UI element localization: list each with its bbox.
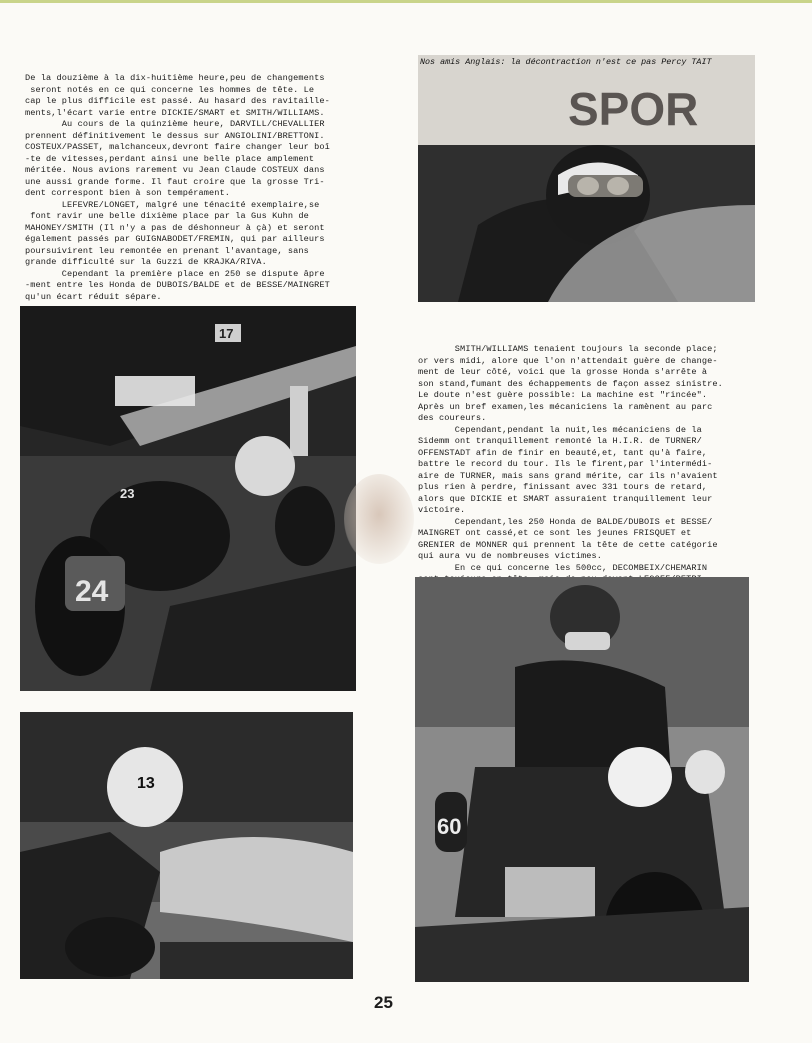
right-text-line: or vers midi, alore que l'on n'attendait guère de change- (418, 355, 718, 366)
left-text-line: LEFEVRE/LONGET, malgré une ténacité exemplaire,se (25, 199, 320, 210)
left-text-line: seront notés en ce qui concerne les hommes de tête. Le (25, 84, 315, 95)
right-text-line: ment de leur côté, voici que la grosse Honda s'arrête à (418, 367, 708, 377)
top-border (0, 0, 812, 3)
page-number: 25 (374, 993, 393, 1012)
right-text-line: Le doute n'est guère possible: La machine est "rincée". (418, 390, 708, 400)
right-text-line: OFFENSTADT afin de finir en beauté,et, tant qu'à faire, (418, 447, 708, 458)
left-text-line: poursuivirent leu remontée en prenant l'avantage, sans (25, 245, 309, 256)
left-text-line: De la douzième à la dix-huitième heure,peu de changements (25, 73, 325, 83)
right-text-line: son stand,fumant des échappements de façon assez sinistre. (418, 378, 723, 389)
left-text-line: MAHONEY/SMITH (Il n'y a pas de déshonneur à çà) et seront (25, 222, 325, 233)
helmet-number: 13 (137, 775, 155, 792)
left-text-line: grande difficulté sur la Guzzi de KRAJKA/RIVA. (25, 257, 267, 267)
bike-number-23: 23 (120, 486, 135, 501)
right-text-line: GRENIER de MONNER qui prennent la tête de cette catégorie (418, 539, 718, 550)
right-text-line: Cependant,pendant la nuit,les mécaniciens de la (418, 424, 702, 435)
plate-number: 60 (437, 814, 462, 839)
left-text-line: Cependant la première place en 250 se dispute âpre (25, 268, 325, 279)
left-text-line: -te de vitesses,perdant ainsi une belle place amplement (25, 153, 315, 164)
left-text-line: dent correspont bien à son tempérament. (25, 188, 231, 198)
bike-number-24: 24 (75, 575, 109, 608)
left-text-line: également passés par GUIGNABODET/FREMIN, qui par ailleurs (25, 234, 325, 244)
left-text-line: -ment entre les Honda de DUBOIS/BALDE et de BESSE/MAINGRET (25, 280, 330, 290)
right-text-line: MAINGRET ont cassé,et ce sont les jeunes FRISQUET et (418, 528, 692, 538)
right-text-line: Cependant,les 250 Honda de BALDE/DUBOIS et BESSE/ (418, 516, 713, 527)
portrait-stamp (344, 474, 414, 564)
photo-pit-stop (20, 306, 356, 691)
left-text-line: qu'un écart réduit sépare. (25, 291, 162, 302)
right-text-line: Sidemm ont tranquillement remonté la H.I.R. de TURNER/ (418, 436, 702, 446)
right-text-line: victoire. (418, 505, 466, 515)
photo-rider-60 (415, 577, 749, 982)
right-text-line: battre le record du tour. Ils le firent,par l'intermédi- (418, 459, 713, 469)
photo-rider-helmet (418, 55, 755, 302)
left-text-line: Au cours de la quinzième heure, DARVILL/CHEVALLIER (25, 119, 325, 129)
left-text-line: une aussi grande forme. Il faut croire que la grosse Tri- (25, 176, 325, 187)
left-text-line: prennent définitivement le dessus sur ANGIOLINI/BRETTONI. (25, 130, 325, 141)
right-text-line: qui aura vu de nombreuses victimes. (418, 551, 602, 561)
right-text-line: plus rien à perdre, finissant avec 331 tours de retard, (418, 482, 708, 492)
right-text-line: En ce qui concerne les 500cc, DECOMBEIX/CHEMARIN (418, 562, 708, 573)
backdrop-lettering: SPOR (568, 83, 699, 135)
left-text-line: COSTEUX/PASSET, malchanceux,devront faire changer leur boî (25, 142, 330, 152)
right-text-line: des coureurs. (418, 413, 487, 423)
bay-number: 17 (219, 326, 234, 341)
photo-rider-13 (20, 712, 353, 979)
right-text-block (418, 321, 778, 609)
left-text-line: méritée. Nous avions rarement vu Jean Claude COSTEUX dans (25, 165, 325, 175)
right-text-line: Après un bref examen,les mécaniciens la ramènent au parc (418, 401, 713, 412)
left-text-line: ments,l'écart varie entre DICKIE/SMART et SMITH/WILLIAMS. (25, 107, 325, 118)
left-text-line: cap le plus difficile est passé. Au hasard des ravitaille- (25, 96, 330, 106)
right-text-line: alors que DICKIE et SMART assuraient tranquillement leur (418, 493, 713, 504)
right-text-line: SMITH/WILLIAMS tenaient toujours la seconde place; (418, 344, 718, 354)
left-text-block (25, 50, 370, 315)
right-text-line: aire de TURNER, mais sans grand mérite, car ils n'avaient (418, 470, 718, 481)
left-text-line: font ravir une belle dixième place par la Gus Kuhn de (25, 211, 309, 221)
photo-caption: Nos amis Anglais: la décontraction n'est ce pas Percy TAIT (420, 57, 712, 67)
